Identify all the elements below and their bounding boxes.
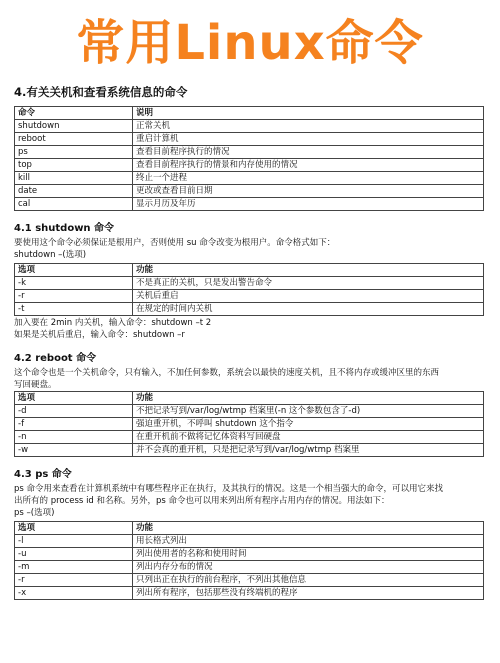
column-header: 功能 (133, 264, 484, 277)
cell-command: reboot (15, 133, 133, 146)
section-4-3-paragraph: ps 命令用来查看在计算机系统中有哪些程序正在执行，及其执行的情况。这是一个相当强大的命令，可以用它来找 (14, 484, 444, 494)
cell-command: ps (15, 146, 133, 159)
shutdown-example-note: 加入要在 2min 内关机，输入命令：shutdown –t 2 (14, 318, 212, 328)
cell-function: 列出内存分布的情况 (133, 561, 484, 574)
table-row (15, 185, 484, 198)
table-row (15, 561, 484, 574)
column-header: 选项 (15, 264, 133, 277)
section-4-3-heading: 4.3 ps 命令 (14, 469, 72, 480)
table-header-row (15, 392, 484, 405)
cell-description: 重启计算机 (133, 133, 484, 146)
table-row (15, 418, 484, 431)
table-header-row (15, 522, 484, 535)
cell-option: -w (15, 444, 133, 457)
cell-function: 强迫重开机，不呼叫 shutdown 这个指令 (133, 418, 484, 431)
cell-command: kill (15, 172, 133, 185)
cell-function: 并不会真的重开机，只是把记录写到/var/log/wtmp 档案里 (133, 444, 484, 457)
cell-option: -t (15, 303, 133, 316)
table-row (15, 548, 484, 561)
cell-function: 列出所有程序，包括那些没有终端机的程序 (133, 587, 484, 600)
shutdown-usage: shutdown –(选项) (14, 250, 87, 260)
column-header: 说明 (133, 107, 484, 120)
column-header: 选项 (15, 392, 133, 405)
table-row (15, 405, 484, 418)
cell-description: 更改或查看目前日期 (133, 185, 484, 198)
cell-option: -r (15, 574, 133, 587)
cell-function: 用长格式列出 (133, 535, 484, 548)
cell-option: -l (15, 535, 133, 548)
table-header-row (15, 107, 484, 120)
table-row (15, 277, 484, 290)
cell-function: 只列出正在执行的前台程序，不列出其他信息 (133, 574, 484, 587)
table-row (15, 120, 484, 133)
section-4-2-paragraph: 这个命令也是一个关机命令，只有输入，不加任何参数，系统会以最快的速度关机，且不将内存或缓冲区里的东西 (14, 368, 440, 378)
cell-function: 不把记录写到/var/log/wtmp 档案里(-n 这个参数包含了-d) (133, 405, 484, 418)
cell-description: 查看目前程序执行的情况 (133, 146, 484, 159)
cell-description: 显示月历及年历 (133, 198, 484, 211)
table-row (15, 587, 484, 600)
column-header: 命令 (15, 107, 133, 120)
section-4-1-paragraph: 要使用这个命令必须保证是根用户，否则使用 su 命令改变为根用户。命令格式如下： (14, 238, 336, 248)
table-row (15, 431, 484, 444)
document-content (0, 84, 500, 600)
column-header: 功能 (133, 392, 484, 405)
cell-option: -k (15, 277, 133, 290)
ps-usage: ps –(选项) (14, 508, 55, 518)
table-row (15, 159, 484, 172)
table-header-row (15, 264, 484, 277)
cell-description: 查看目前程序执行的情景和内存使用的情况 (133, 159, 484, 172)
cell-function: 不是真正的关机，只是发出警告命令 (133, 277, 484, 290)
section-4-1-heading: 4.1 shutdown 命令 (14, 223, 115, 234)
table-row (15, 290, 484, 303)
cell-option: -d (15, 405, 133, 418)
cell-option: -u (15, 548, 133, 561)
table-row (15, 146, 484, 159)
section-4-heading: 4.有关关机和查看系统信息的命令 (14, 85, 188, 99)
banner-title: 常用Linux命令 (76, 14, 424, 71)
cell-function: 在规定的时间内关机 (133, 303, 484, 316)
section-4-3-paragraph: 出所有的 process id 和名称。另外，ps 命令也可以用来列出所有程序占用内存的情况。用法如下： (14, 496, 390, 506)
cell-command: cal (15, 198, 133, 211)
cell-description: 正常关机 (133, 120, 484, 133)
cell-option: -n (15, 431, 133, 444)
banner (0, 0, 500, 76)
cell-option: -f (15, 418, 133, 431)
ps-options-table (14, 521, 484, 600)
shutdown-example-note: 如果是关机后重启，输入命令：shutdown –r (14, 329, 185, 340)
cell-description: 终止一个进程 (133, 172, 484, 185)
table-row (15, 574, 484, 587)
column-header: 功能 (133, 522, 484, 535)
cell-option: -m (15, 561, 133, 574)
table-row (15, 535, 484, 548)
table-row (15, 444, 484, 457)
cell-command: shutdown (15, 120, 133, 133)
cell-command: top (15, 159, 133, 172)
command-table (14, 106, 484, 211)
shutdown-options-table (14, 263, 484, 316)
cell-option: -r (15, 290, 133, 303)
table-row (15, 303, 484, 316)
table-row (15, 198, 484, 211)
cell-option: -x (15, 587, 133, 600)
cell-function: 在重开机前不做将记忆体资料写回硬盘 (133, 431, 484, 444)
column-header: 选项 (15, 522, 133, 535)
section-4-2-heading: 4.2 reboot 命令 (14, 353, 97, 364)
cell-command: date (15, 185, 133, 198)
cell-function: 关机后重启 (133, 290, 484, 303)
table-row (15, 172, 484, 185)
reboot-options-table (14, 391, 484, 457)
cell-function: 列出使用者的名称和使用时间 (133, 548, 484, 561)
section-4-2-paragraph: 写回硬盘。 (14, 380, 57, 390)
table-row (15, 133, 484, 146)
